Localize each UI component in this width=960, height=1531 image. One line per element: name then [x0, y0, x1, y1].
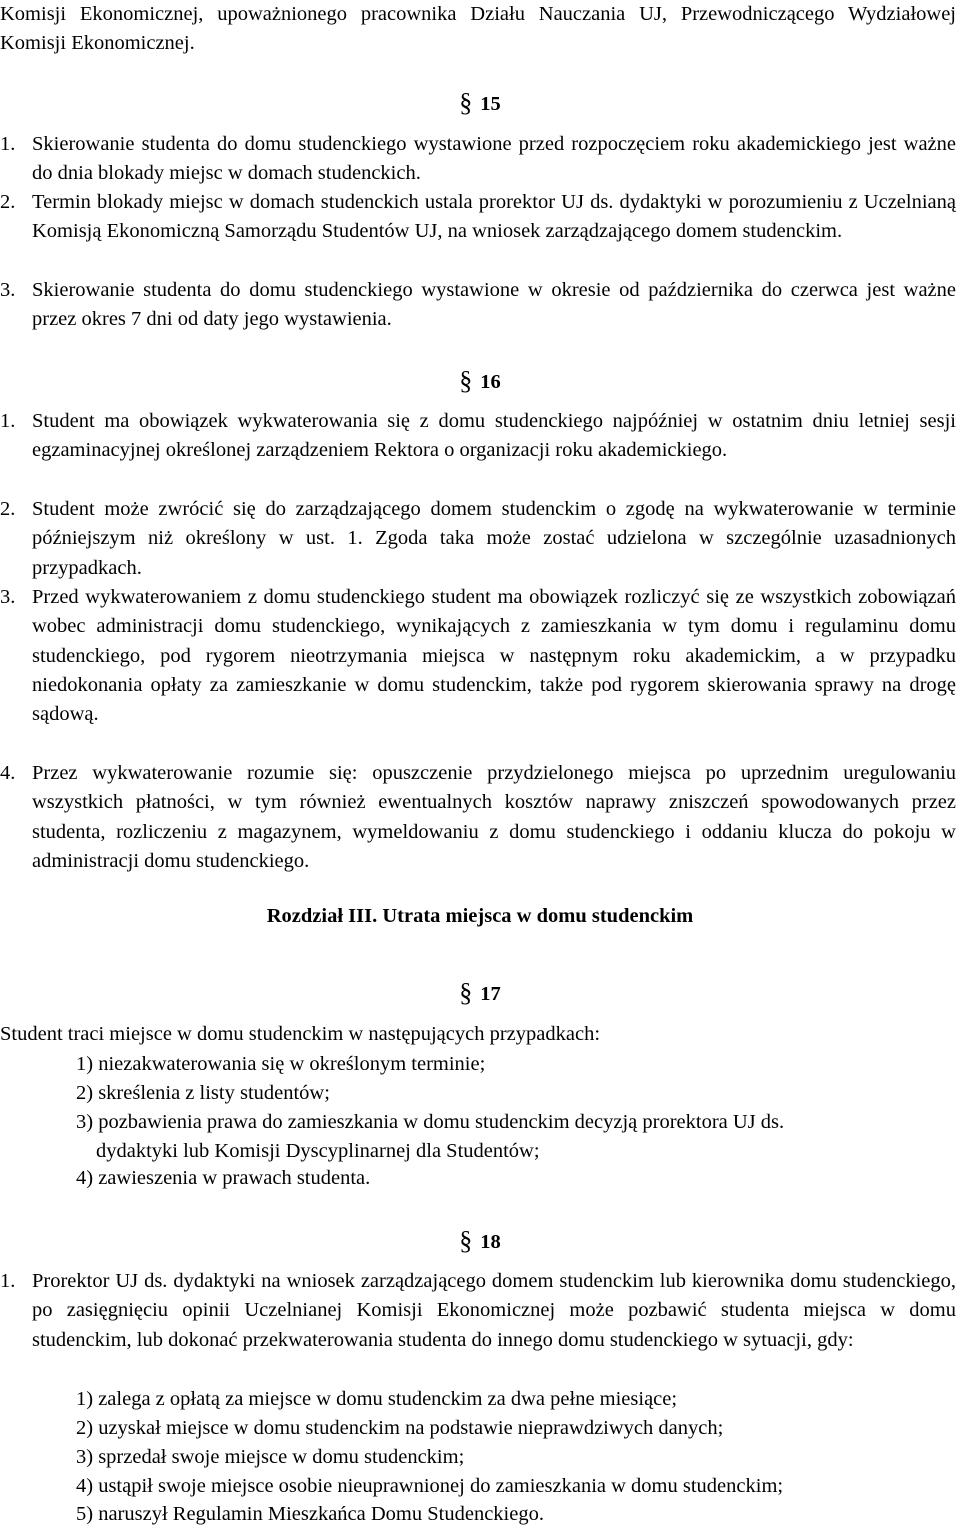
list-item: 3) sprzedał swoje miejsce w domu studenckim; [76, 1446, 465, 1468]
section-number: 18 [480, 1231, 501, 1253]
paragraph-16-2: Student może zwrócić się do zarządzającego domem studenckim o zgodę na wykwaterowanie w terminie późniejszym niż określony w ust. 1. Zgoda taka może zostać udzielona w szczególnie uzasadnionych przypadkach. [32, 498, 956, 579]
paragraph-number: 3. [0, 586, 16, 608]
paragraph-number: 2. [0, 191, 16, 213]
list-item: 4) ustąpił swoje miejsce osobie nieuprawnionej do zamieszkania w domu studenckim; [76, 1475, 784, 1497]
paragraph-number: 1. [0, 1270, 16, 1292]
paragraph-number: 4. [0, 762, 16, 784]
paragraph-16-4: Przez wykwaterowanie rozumie się: opuszczenie przydzielonego miejsca po uprzednim uregulowaniu wszystkich płatności, w tym również ewentualnych kosztów naprawy zniszczeń spowodowanych przez studenta, rozliczeniu z magazynem, wymeldowaniu z domu studenckiego i oddaniu klucza do pokoju w administracji domu studenckiego. [32, 762, 956, 872]
section-heading-17 [0, 978, 960, 1009]
list-item: 1) zalega z opłatą za miejsce w domu studenckim za dwa pełne miesiące; [76, 1388, 678, 1410]
section-17-lead: Student traci miejsce w domu studenckim w następujących przypadkach: [0, 1023, 601, 1045]
chapter-heading: Rozdział III. Utrata miejsca w domu studenckim [266, 905, 694, 927]
list-item: 2) uzyskał miejsce w domu studenckim na podstawie nieprawdziwych danych; [76, 1417, 724, 1439]
paragraph-number: 3. [0, 279, 16, 301]
section-number: 16 [480, 371, 501, 393]
section-symbol: § [459, 978, 473, 1007]
list-item-continuation: dydaktyki lub Komisji Dyscyplinarnej dla Studentów; [96, 1140, 540, 1162]
list-item: 3) pozbawienia prawa do zamieszkania w domu studenckim decyzją prorektora UJ ds. [76, 1111, 785, 1133]
section-symbol: § [459, 366, 473, 395]
section-number: 17 [480, 983, 501, 1005]
paragraph-number: 1. [0, 133, 16, 155]
paragraph-15-3: Skierowanie studenta do domu studenckiego wystawione w okresie od października do czerwca jest ważne przez okres 7 dni od daty jego wystawienia. [32, 279, 956, 331]
list-item: 4) zawieszenia w prawach studenta. [76, 1167, 371, 1189]
paragraph-number: 1. [0, 410, 16, 432]
paragraph-16-1: Student ma obowiązek wykwaterowania się z domu studenckiego najpóźniej w ostatnim dniu letniej sesji egzaminacyjnej określonej zarządzeniem Rektora o organizacji roku akademickiego. [32, 410, 956, 462]
paragraph-15-2: Termin blokady miejsc w domach studenckich ustala prorektor UJ ds. dydaktyki w porozumieniu z Uczelnianą Komisją Ekonomiczną Samorządu Studentów UJ, na wniosek zarządzającego domem studenckim. [32, 191, 956, 243]
section-heading-15 [0, 88, 960, 119]
section-symbol: § [459, 1226, 473, 1255]
paragraph-16-3: Przed wykwaterowaniem z domu studenckiego student ma obowiązek rozliczyć się ze wszystkich zobowiązań wobec administracji domu studenckiego, wynikających z zamieszkania w tym domu i regulaminu domu studenckiego, pod rygorem nieotrzymania miejsca w następnym roku akademickim, a w przypadku niedokonania opłaty za zamieszkanie w domu studenckim, także pod rygorem skierowania sprawy na drogę sądową. [32, 586, 956, 726]
paragraph-18-1: Prorektor UJ ds. dydaktyki na wniosek zarządzającego domem studenckim lub kierownika domu studenckiego, po zasięgnięciu opinii Uczelnianej Komisji Ekonomicznej może pozbawić studenta miejsca w domu studenckim, lub dokonać przekwaterowania studenta do innego domu studenckiego w sytuacji, gdy: [32, 1270, 956, 1351]
paragraph-number: 2. [0, 498, 16, 520]
intro-paragraph: Komisji Ekonomicznej, upoważnionego pracownika Działu Nauczania UJ, Przewodniczącego Wydziałowej Komisji Ekonomicznej. [0, 3, 956, 55]
list-item: 1) niezakwaterowania się w określonym terminie; [76, 1053, 486, 1075]
section-number: 15 [480, 93, 501, 115]
section-heading-16 [0, 366, 960, 397]
section-heading-18 [0, 1226, 960, 1257]
list-item: 5) naruszył Regulamin Mieszkańca Domu Studenckiego. [76, 1503, 544, 1525]
section-symbol: § [459, 88, 473, 117]
paragraph-15-1: Skierowanie studenta do domu studenckiego wystawione przed rozpoczęciem roku akademickiego jest ważne do dnia blokady miejsc w domach studenckich. [32, 133, 956, 185]
list-item: 2) skreślenia z listy studentów; [76, 1082, 330, 1104]
